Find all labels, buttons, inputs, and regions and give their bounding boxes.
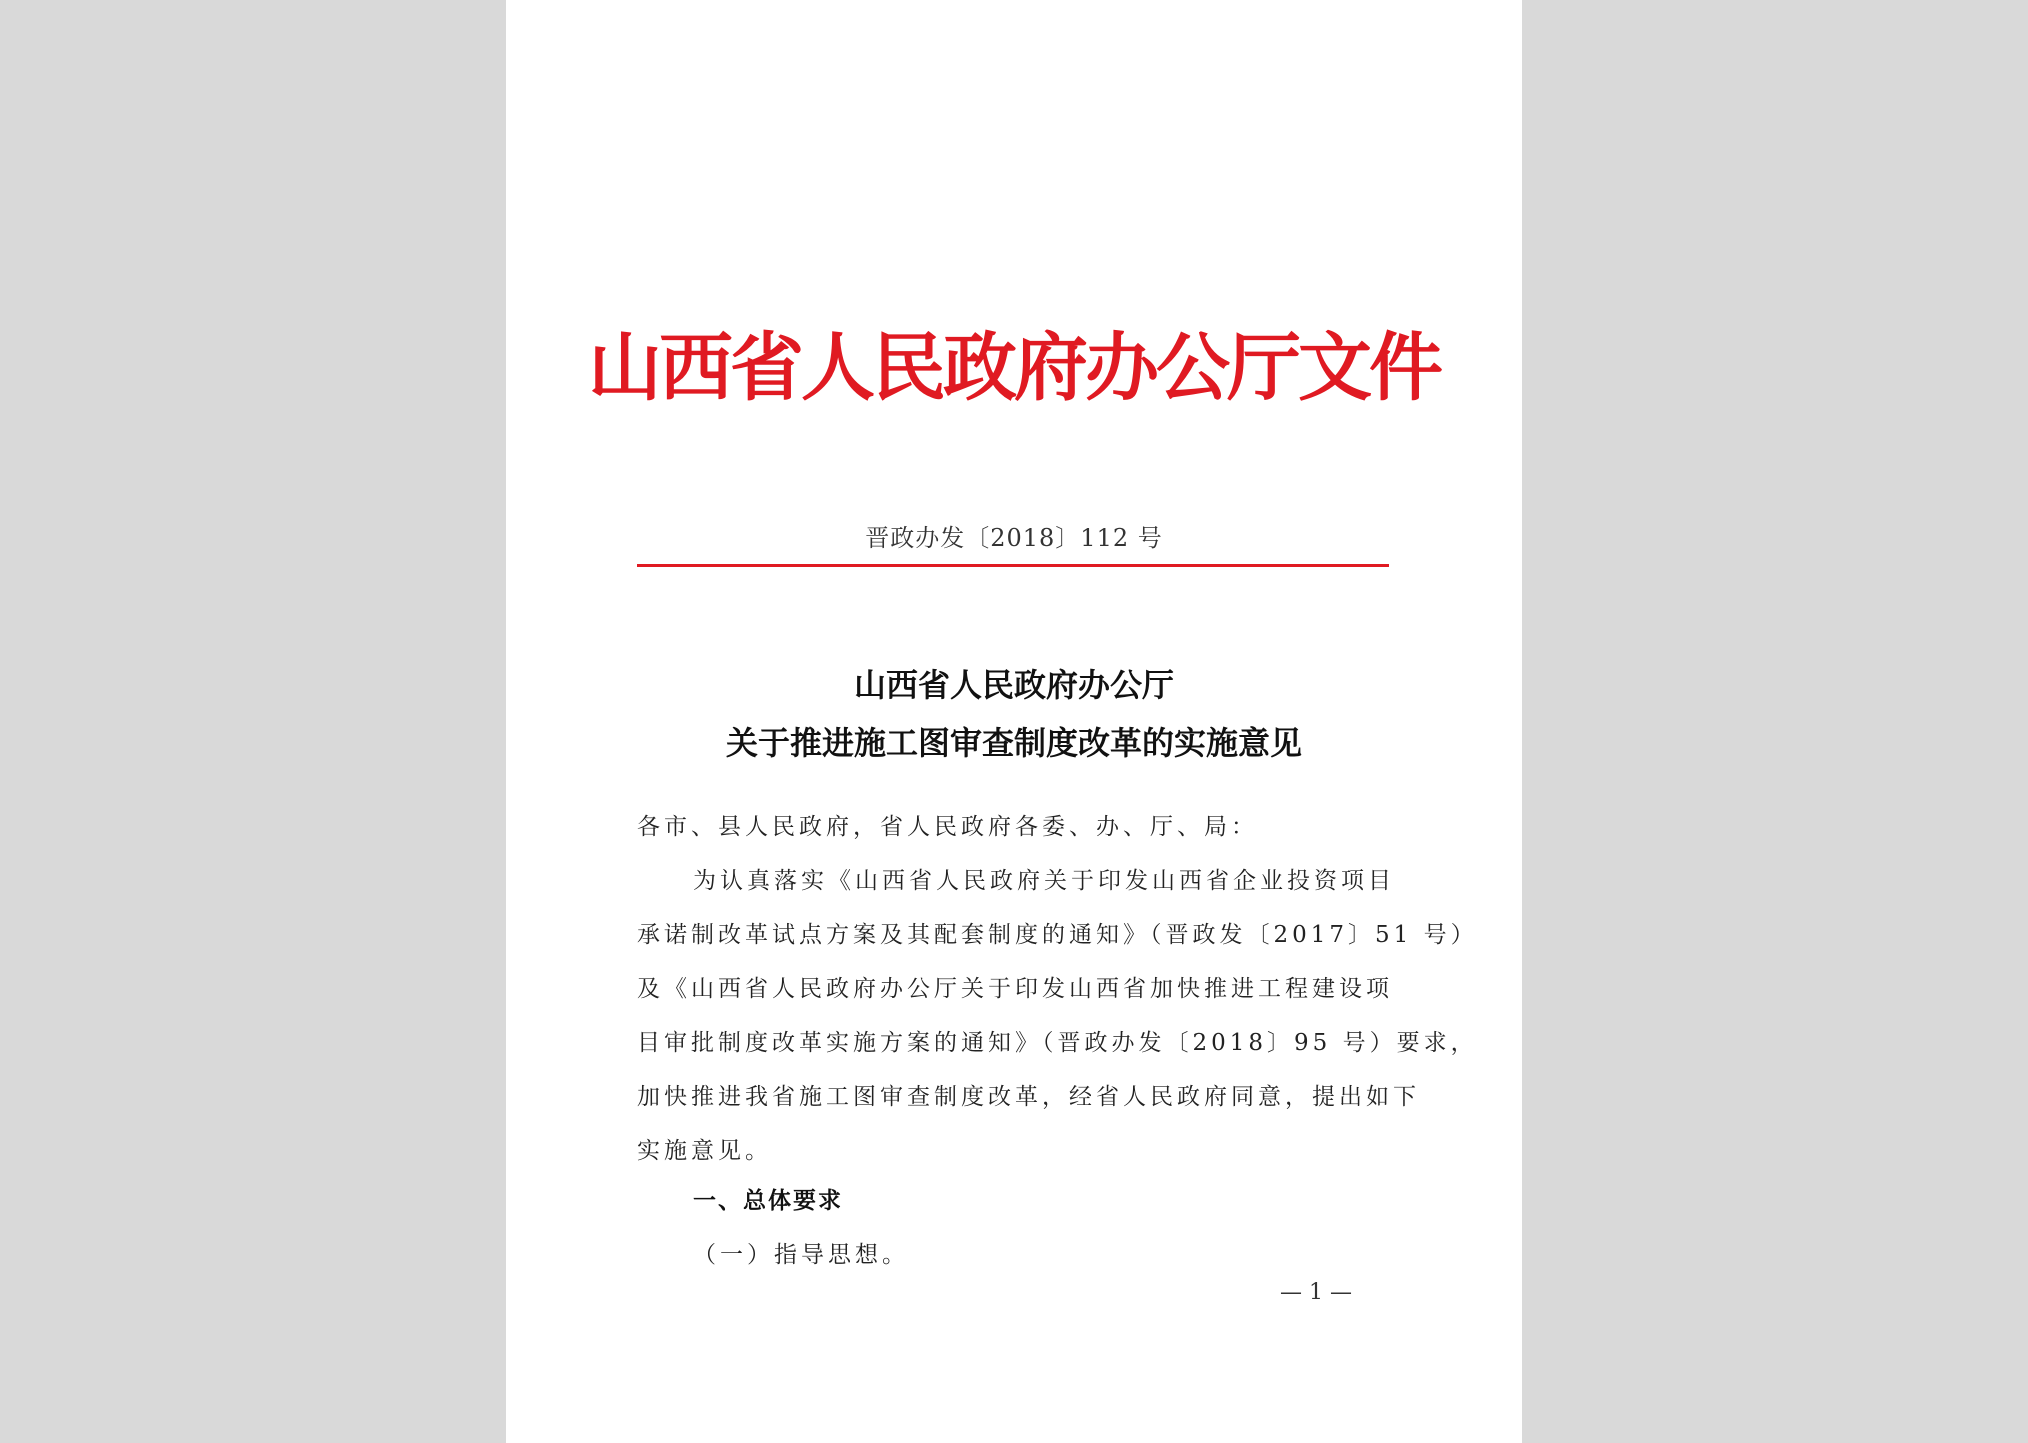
page-number: — 1 — bbox=[1280, 1280, 1352, 1305]
document-page bbox=[506, 0, 1522, 1443]
paragraph-line: 承诺制改革试点方案及其配套制度的通知》（晋政发〔2017〕51 号） bbox=[637, 922, 1478, 948]
document-red-header: 山西省人民政府办公厅文件 bbox=[588, 325, 1440, 411]
subsection-heading: （一）指导思想。 bbox=[693, 1242, 909, 1268]
paragraph-line: 目审批制度改革实施方案的通知》（晋政办发〔2018〕95 号）要求， bbox=[637, 1030, 1478, 1056]
paragraph-line: 实施意见。 bbox=[637, 1138, 772, 1164]
paragraph-line: 为认真落实《山西省人民政府关于印发山西省企业投资项目 bbox=[693, 868, 1395, 894]
document-title-line-2: 关于推进施工图审查制度改革的实施意见 bbox=[725, 724, 1302, 762]
document-title-line-1: 山西省人民政府办公厅 bbox=[853, 666, 1174, 704]
red-divider-line bbox=[637, 564, 1389, 567]
section-heading: 一、总体要求 bbox=[693, 1188, 843, 1214]
paragraph-line: 加快推进我省施工图审查制度改革，经省人民政府同意，提出如下 bbox=[637, 1084, 1420, 1110]
addressee-line: 各市、县人民政府，省人民政府各委、办、厅、局： bbox=[637, 814, 1258, 840]
document-number: 晋政办发〔2018〕112 号 bbox=[865, 524, 1163, 552]
paragraph-line: 及《山西省人民政府办公厅关于印发山西省加快推进工程建设项 bbox=[637, 976, 1393, 1002]
